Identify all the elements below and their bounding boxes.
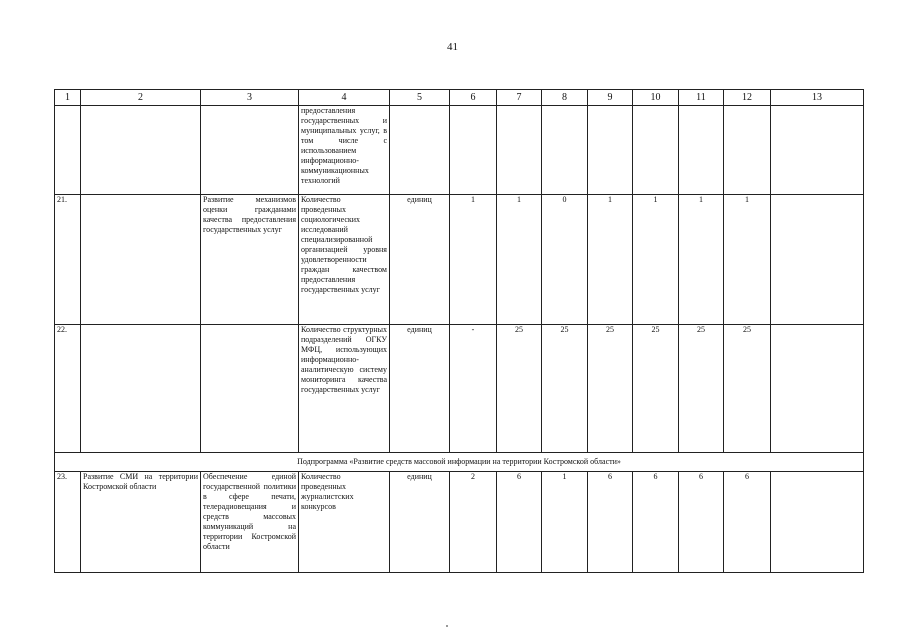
value-cell: 1 <box>724 195 771 325</box>
value-cell: 25 <box>497 325 542 453</box>
indicator-cell: Количество структурных подразделений ОГКУ МФЦ, использующих информационно-аналитическую систему мониторинга качества государственных услуг <box>299 325 390 453</box>
value-cell <box>679 106 724 195</box>
table-row-21 <box>55 195 864 325</box>
program-name-cell <box>81 325 201 453</box>
value-cell: 1 <box>679 195 724 325</box>
value-cell: 0 <box>542 195 588 325</box>
value-cell <box>497 106 542 195</box>
unit-cell <box>390 106 450 195</box>
program-name-cell: Развитие СМИ на территории Костромской области <box>81 472 201 573</box>
header-cell: 12 <box>724 90 771 106</box>
header-cell: 13 <box>771 90 864 106</box>
value-cell <box>588 106 633 195</box>
row-number-cell <box>55 106 81 195</box>
value-cell: - <box>450 325 497 453</box>
note-cell <box>771 472 864 573</box>
header-cell: 11 <box>679 90 724 106</box>
subprogram-row <box>55 453 864 472</box>
header-cell: 7 <box>497 90 542 106</box>
value-cell: 25 <box>633 325 679 453</box>
value-cell: 1 <box>588 195 633 325</box>
scan-speck <box>446 625 448 627</box>
unit-cell: единиц <box>390 325 450 453</box>
header-cell: 3 <box>201 90 299 106</box>
value-cell: 6 <box>679 472 724 573</box>
value-cell: 2 <box>450 472 497 573</box>
value-cell: 1 <box>450 195 497 325</box>
table-row-22 <box>55 325 864 453</box>
value-cell: 25 <box>588 325 633 453</box>
note-cell <box>771 195 864 325</box>
value-cell <box>724 106 771 195</box>
value-cell: 6 <box>724 472 771 573</box>
note-cell <box>771 106 864 195</box>
value-cell: 6 <box>633 472 679 573</box>
header-cell: 10 <box>633 90 679 106</box>
header-row <box>55 90 864 106</box>
row-number-cell: 23. <box>55 472 81 573</box>
value-cell: 25 <box>724 325 771 453</box>
header-cell: 1 <box>55 90 81 106</box>
value-cell: 1 <box>497 195 542 325</box>
activity-cell: Развитие механизмов оценки гражданами качества предоставления государственных услуг <box>201 195 299 325</box>
activity-cell <box>201 106 299 195</box>
value-cell <box>542 106 588 195</box>
indicator-cell: Количество проведенных социологических исследований специализированной организацией уровня удовлетворенности граждан качеством предоставления государственных услуг <box>299 195 390 325</box>
unit-cell: единиц <box>390 472 450 573</box>
value-cell: 25 <box>542 325 588 453</box>
table-row-continuation <box>55 106 864 195</box>
note-cell <box>771 325 864 453</box>
activity-cell: Обеспечение единой государственной политики в сфере печати, телерадиовещания и средств массовых коммуникаций на территории Костромской области <box>201 472 299 573</box>
value-cell: 25 <box>679 325 724 453</box>
value-cell <box>450 106 497 195</box>
row-number-cell: 21. <box>55 195 81 325</box>
indicator-cell: предоставления государственных и муниципальных услуг, в том числе с использованием информационно-коммуникационных технологий <box>299 106 390 195</box>
subprogram-title: Подпрограмма «Развитие средств массовой информации на территории Костромской области» <box>55 453 864 472</box>
header-cell: 8 <box>542 90 588 106</box>
page-number: 41 <box>447 41 458 53</box>
indicator-cell: Количество проведенных журналистских конкурсов <box>299 472 390 573</box>
indicators-table <box>54 89 864 573</box>
value-cell: 6 <box>497 472 542 573</box>
activity-cell <box>201 325 299 453</box>
header-cell: 9 <box>588 90 633 106</box>
value-cell: 6 <box>588 472 633 573</box>
header-cell: 4 <box>299 90 390 106</box>
header-cell: 5 <box>390 90 450 106</box>
value-cell: 1 <box>542 472 588 573</box>
program-name-cell <box>81 195 201 325</box>
value-cell <box>633 106 679 195</box>
header-cell: 6 <box>450 90 497 106</box>
row-number-cell: 22. <box>55 325 81 453</box>
value-cell: 1 <box>633 195 679 325</box>
unit-cell: единиц <box>390 195 450 325</box>
table-row-23 <box>55 472 864 573</box>
header-cell: 2 <box>81 90 201 106</box>
program-name-cell <box>81 106 201 195</box>
